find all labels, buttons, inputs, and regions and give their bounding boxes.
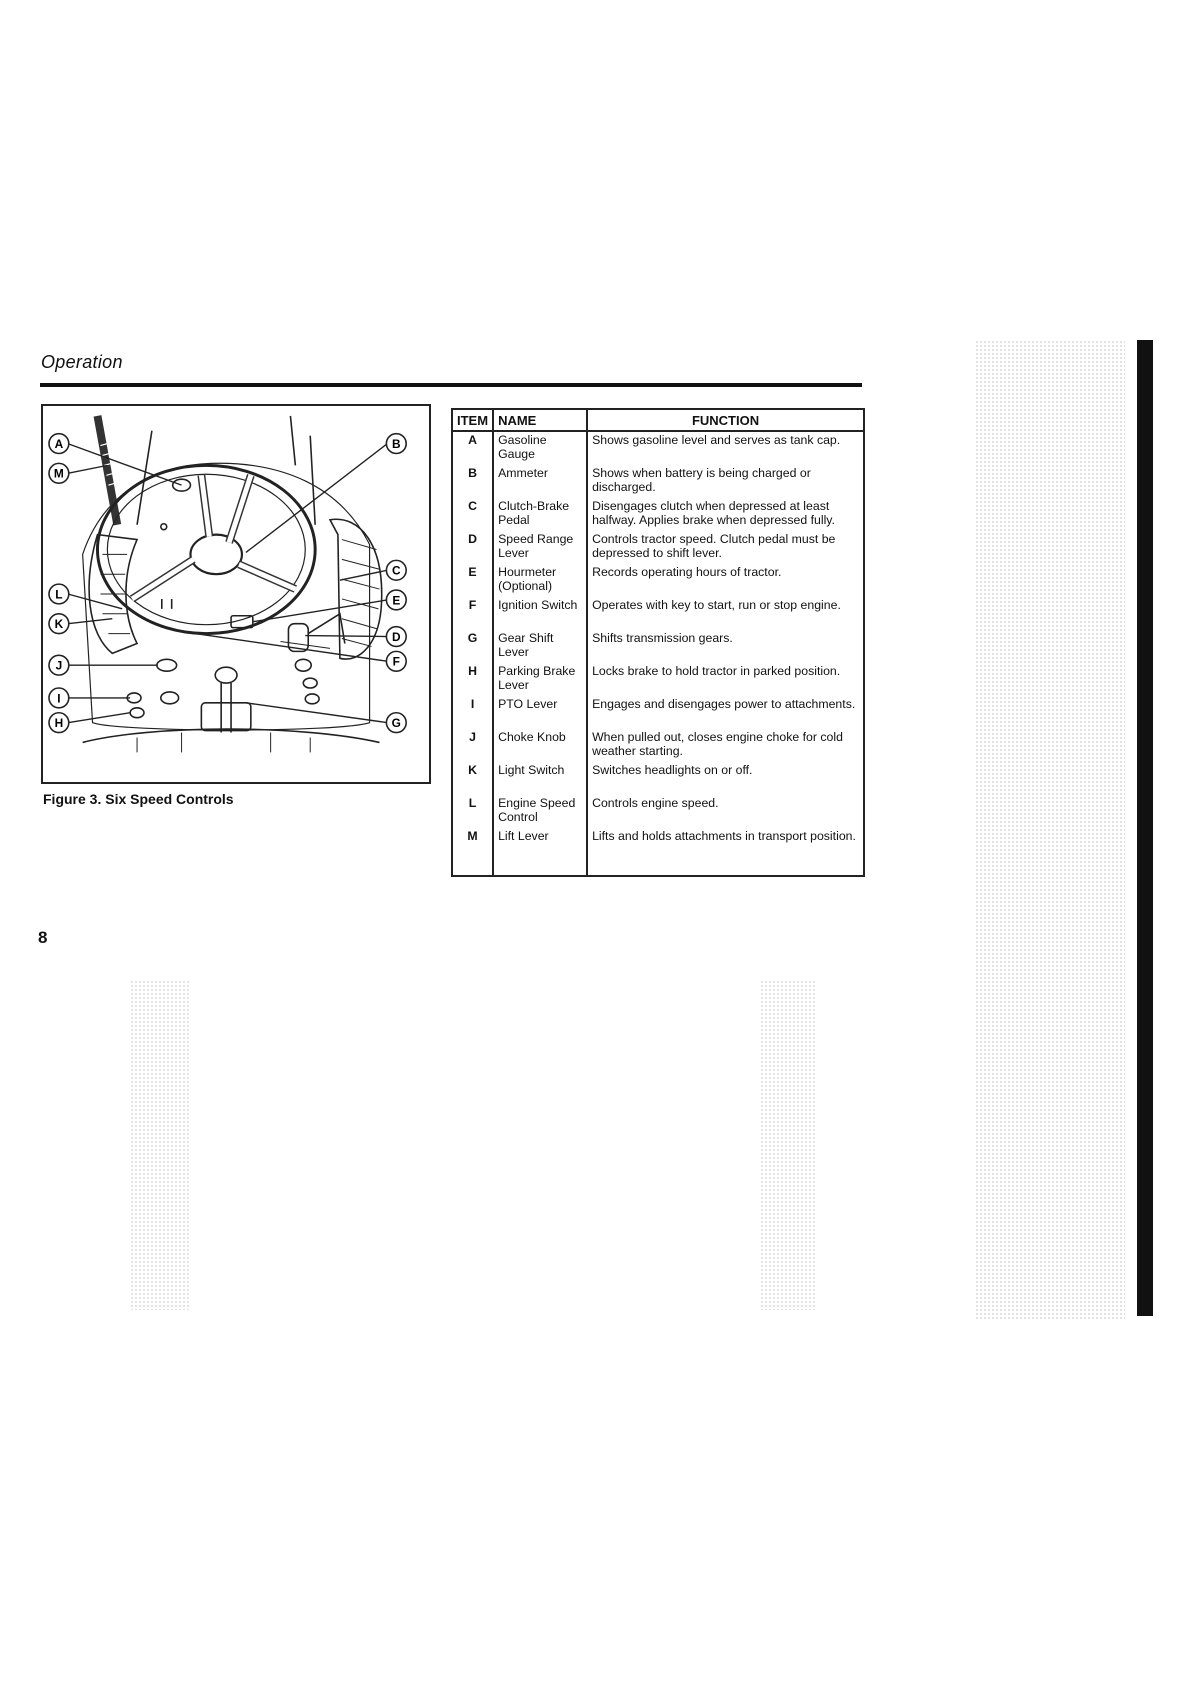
row-item: C	[452, 498, 493, 531]
callout-label: B	[392, 437, 401, 452]
row-name: Parking Brake Lever	[493, 663, 587, 696]
callout-b	[386, 434, 406, 454]
header-function: FUNCTION	[587, 409, 864, 431]
row-item: A	[452, 431, 493, 465]
scan-noise-bottom-left	[130, 980, 190, 1310]
callout-h	[49, 713, 69, 733]
page-number: 8	[38, 928, 48, 947]
row-name: Gear Shift Lever	[493, 630, 587, 663]
table-header-row	[452, 409, 864, 431]
callout-m	[49, 463, 69, 483]
callout-f	[386, 651, 406, 671]
row-name: Engine Speed Control	[493, 795, 587, 828]
header-rule	[40, 383, 862, 387]
row-function: Switches headlights on or off.	[592, 763, 753, 777]
table-row	[452, 762, 864, 795]
scan-noise-bottom-right	[760, 980, 815, 1310]
row-name: Hourmeter (Optional)	[493, 564, 587, 597]
callout-j	[49, 655, 69, 675]
row-name: Gasoline Gauge	[493, 431, 587, 465]
row-function: Records operating hours of tractor.	[592, 565, 782, 579]
table-row	[452, 531, 864, 564]
row-name: Ammeter	[493, 465, 587, 498]
row-name: Lift Lever	[493, 828, 587, 876]
callout-label: L	[55, 587, 63, 602]
callout-a	[49, 434, 69, 454]
callout-d	[386, 627, 406, 647]
table-row	[452, 465, 864, 498]
row-name: Light Switch	[493, 762, 587, 795]
callout-label: F	[392, 654, 400, 669]
row-item: L	[452, 795, 493, 828]
header-item: ITEM	[452, 409, 493, 431]
row-item: H	[452, 663, 493, 696]
callout-label: C	[392, 563, 401, 578]
table-row	[452, 729, 864, 762]
table-row	[452, 630, 864, 663]
tractor-controls-illustration	[43, 406, 429, 782]
callout-k	[49, 614, 69, 634]
table-row	[452, 564, 864, 597]
table-row	[452, 431, 864, 465]
callout-label: J	[55, 658, 63, 673]
row-function: When pulled out, closes engine choke for cold weather starting.	[592, 730, 843, 758]
table-row	[452, 498, 864, 531]
controls-figure	[41, 404, 431, 784]
row-name: Clutch-Brake Pedal	[493, 498, 587, 531]
row-item: M	[452, 828, 493, 876]
row-item: B	[452, 465, 493, 498]
row-function: Shows gasoline level and serves as tank cap.	[592, 433, 841, 447]
row-item: K	[452, 762, 493, 795]
callout-g	[386, 713, 406, 733]
scan-edge-bar	[1137, 340, 1153, 1316]
scan-noise-right	[975, 340, 1125, 1320]
header-name: NAME	[493, 409, 587, 431]
figure-caption: Figure 3. Six Speed Controls	[43, 791, 234, 807]
row-function: Controls engine speed.	[592, 796, 719, 810]
row-function: Shows when battery is being charged or discharged.	[592, 466, 811, 494]
row-name: Ignition Switch	[493, 597, 587, 630]
callout-label: E	[392, 593, 401, 608]
callout-label: I	[57, 691, 61, 706]
callout-label: A	[54, 437, 64, 452]
row-item: I	[452, 696, 493, 729]
controls-table	[451, 408, 865, 877]
table-row	[452, 663, 864, 696]
table-row	[452, 795, 864, 828]
callout-i	[49, 688, 69, 708]
table-row	[452, 696, 864, 729]
row-function: Lifts and holds attachments in transport position.	[592, 829, 856, 843]
row-name: Speed Range Lever	[493, 531, 587, 564]
callout-label: G	[391, 716, 401, 731]
row-function: Engages and disengages power to attachments.	[592, 697, 856, 711]
table-row	[452, 828, 864, 876]
row-name: PTO Lever	[493, 696, 587, 729]
row-function: Disengages clutch when depressed at least halfway. Applies brake when depressed fully.	[592, 499, 835, 527]
row-item: J	[452, 729, 493, 762]
row-function: Locks brake to hold tractor in parked position.	[592, 664, 841, 678]
callout-label: K	[54, 617, 64, 632]
callout-label: M	[53, 466, 64, 481]
callout-e	[386, 590, 406, 610]
row-item: G	[452, 630, 493, 663]
table-row	[452, 597, 864, 630]
row-item: E	[452, 564, 493, 597]
callout-label: D	[392, 630, 401, 644]
row-item: F	[452, 597, 493, 630]
row-name: Choke Knob	[493, 729, 587, 762]
row-function: Shifts transmission gears.	[592, 631, 733, 645]
section-title: Operation	[41, 352, 123, 372]
callout-label: H	[54, 716, 64, 731]
callout-l	[49, 584, 69, 604]
row-function: Operates with key to start, run or stop engine.	[592, 598, 841, 612]
callout-c	[386, 560, 406, 580]
row-function: Controls tractor speed. Clutch pedal must be depressed to shift lever.	[592, 532, 836, 560]
row-item: D	[452, 531, 493, 564]
